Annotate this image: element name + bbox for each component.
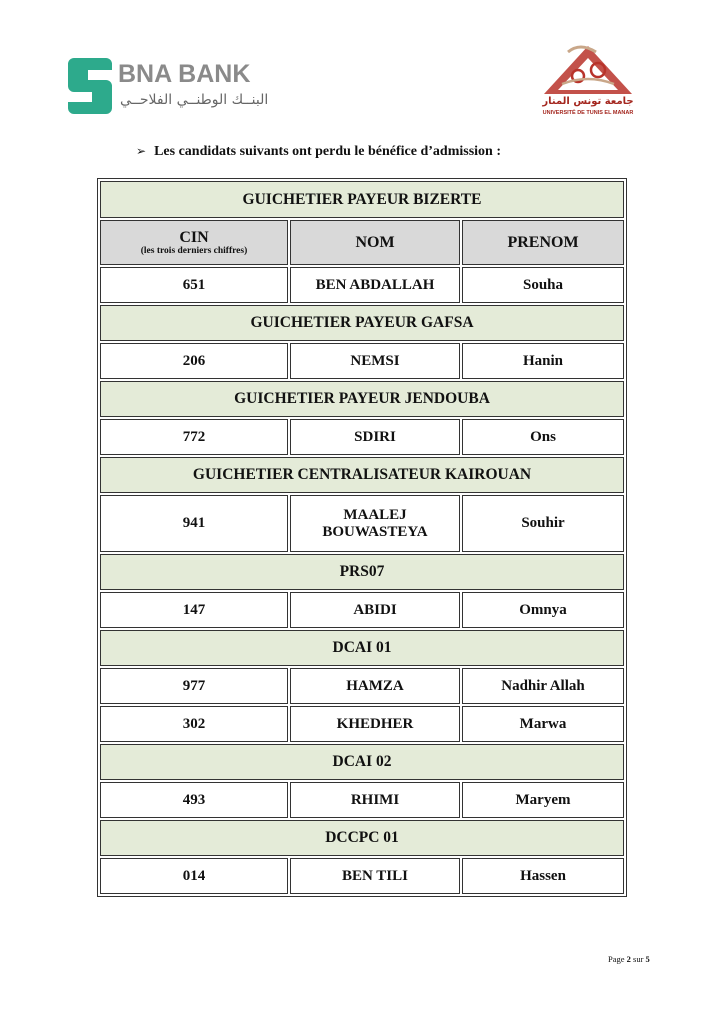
bna-bank-logo [68,56,269,118]
cin-header-note: (les trois derniers chiffres) [140,245,248,256]
table-row [100,419,624,455]
section-row [100,381,624,417]
university-latin-name: UNIVERSITÉ DE TUNIS EL MANAR [542,110,634,116]
cin-header-label: CIN [179,228,209,246]
cell-nom-line: MAALEJ [343,506,407,523]
section-row [100,305,624,341]
cell-nom: HAMZA [290,668,460,704]
section-row [100,744,624,780]
cell-nom: RHIMI [290,782,460,818]
section-title: PRS07 [100,554,624,590]
cell-prenom: Omnya [462,592,624,628]
section-title: GUICHETIER CENTRALISATEUR KAIROUAN [100,457,624,493]
intro-statement [136,144,501,160]
bna-logo-icon [68,58,112,114]
cell-cin: 977 [100,668,288,704]
bna-bank-arabic-name: البنــك الوطنــي الفلاحــي [120,92,269,108]
table-row [100,267,624,303]
table-row [100,592,624,628]
cell-prenom: Marwa [462,706,624,742]
section-title: DCAI 01 [100,630,624,666]
cell-prenom: Hassen [462,858,624,894]
cell-prenom: Souha [462,267,624,303]
cell-prenom: Nadhir Allah [462,668,624,704]
cell-prenom: Hanin [462,343,624,379]
cell-nom: ABIDI [290,592,460,628]
column-header-cin [100,220,288,265]
section-title: DCCPC 01 [100,820,624,856]
column-header-nom: NOM [290,220,460,265]
table-header-row [100,220,624,265]
cell-nom: BEN ABDALLAH [290,267,460,303]
cell-prenom: Souhir [462,495,624,552]
page-word: Page [608,954,625,964]
cell-cin: 206 [100,343,288,379]
intro-text: Les candidats suivants ont perdu le bénéfice d’admission : [154,144,501,159]
section-row [100,554,624,590]
page-current: 2 [626,954,631,964]
cell-prenom: Maryem [462,782,624,818]
cell-nom-line: BOUWASTEYA [322,523,428,540]
cell-nom: KHEDHER [290,706,460,742]
table-row [100,782,624,818]
cell-cin: 014 [100,858,288,894]
section-row [100,820,624,856]
cell-cin: 302 [100,706,288,742]
page-total: 5 [645,954,650,964]
table-row [100,668,624,704]
candidates-table [97,178,627,897]
table-row [100,343,624,379]
page-of: sur [633,954,644,964]
cell-nom: SDIRI [290,419,460,455]
university-arabic-name: جامعة تونس المنار [542,96,634,107]
cell-cin: 941 [100,495,288,552]
bna-bank-name: BNA BANK [118,60,251,88]
cell-nom: BEN TILI [290,858,460,894]
table-row [100,858,624,894]
cell-prenom: Ons [462,419,624,455]
cell-nom [290,495,460,552]
arrowhead-bullet-icon: ➢ [136,144,147,158]
table-row [100,706,624,742]
section-title: DCAI 02 [100,744,624,780]
table-row [100,495,624,552]
utm-emblem-icon [540,44,636,96]
university-logo [540,44,640,122]
cell-cin: 147 [100,592,288,628]
cell-cin: 493 [100,782,288,818]
section-title: GUICHETIER PAYEUR JENDOUBA [100,381,624,417]
page-number [608,954,650,964]
cell-cin: 772 [100,419,288,455]
section-title: GUICHETIER PAYEUR GAFSA [100,305,624,341]
section-row [100,630,624,666]
section-title: GUICHETIER PAYEUR BIZERTE [100,181,624,218]
cell-cin: 651 [100,267,288,303]
section-row [100,457,624,493]
cell-nom: NEMSI [290,343,460,379]
section-row [100,181,624,218]
column-header-prenom: PRENOM [462,220,624,265]
